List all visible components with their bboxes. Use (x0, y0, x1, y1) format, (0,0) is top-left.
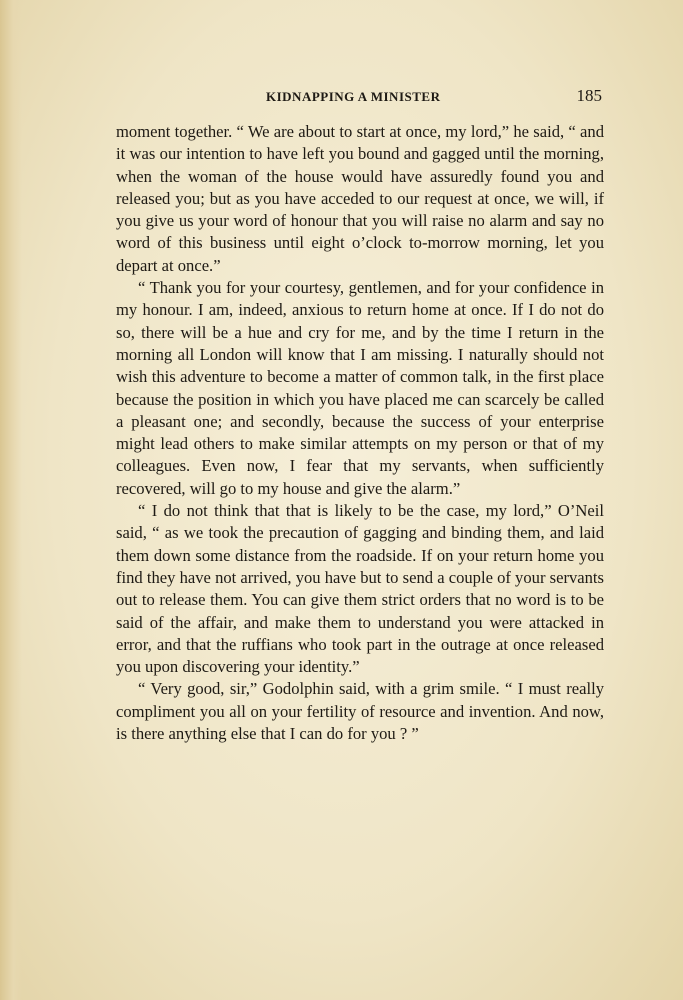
running-title: KIDNAPPING A MINISTER (266, 89, 441, 104)
paragraph: “ Thank you for your courtesy, gentlemen, and for your confidence in my honour. I am, indeed, anxious to return home at once. If I do not do so, there will be a hue and cry for me, and by the time I return in the morning all London will know that I am missing. I naturally should not wish this adventure to become a matter of common talk, in the first place because the position in which you have placed me can scarcely be called a pleasant one; and secondly, because the success of your enterprise might lead others to make similar attempts on my person or that of my colleagues. Even now, I fear that my servants, when sufficiently recovered, will go to my house and give the alarm.” (116, 278, 604, 498)
paragraph: “ Very good, sir,” Godolphin said, with a grim smile. “ I must really compliment you all on your fertility of resource and invention. And now, is there anything else that I can do for you ? ” (116, 679, 604, 744)
page-header (116, 86, 602, 110)
paragraph: “ I do not think that that is likely to be the case, my lord,” O’Neil said, “ as we took the precaution of gagging and binding them, and laid them down some distance from the roadside. If on your return home you find they have not arrived, you have but to send a couple of your servants out to release them. You can give them strict orders that no word is to be said of the affair, and make them to understand you were attacked in error, and that the ruffians who took part in the outrage at once released you upon discovering your identity.” (116, 501, 604, 677)
page-number: 185 (576, 86, 602, 105)
body-text (116, 121, 604, 745)
page-binding-edge (0, 0, 22, 1000)
paragraph: moment together. “ We are about to start at once, my lord,” he said, “ and it was our intention to have left you bound and gagged until the morning, when the woman of the house would have assuredly found you and released you; but as you have acceded to our request at once, we will, if you give us your word of honour that you will raise no alarm and say no word of this business until eight o’clock to-morrow morning, let you depart at once.” (116, 122, 604, 275)
